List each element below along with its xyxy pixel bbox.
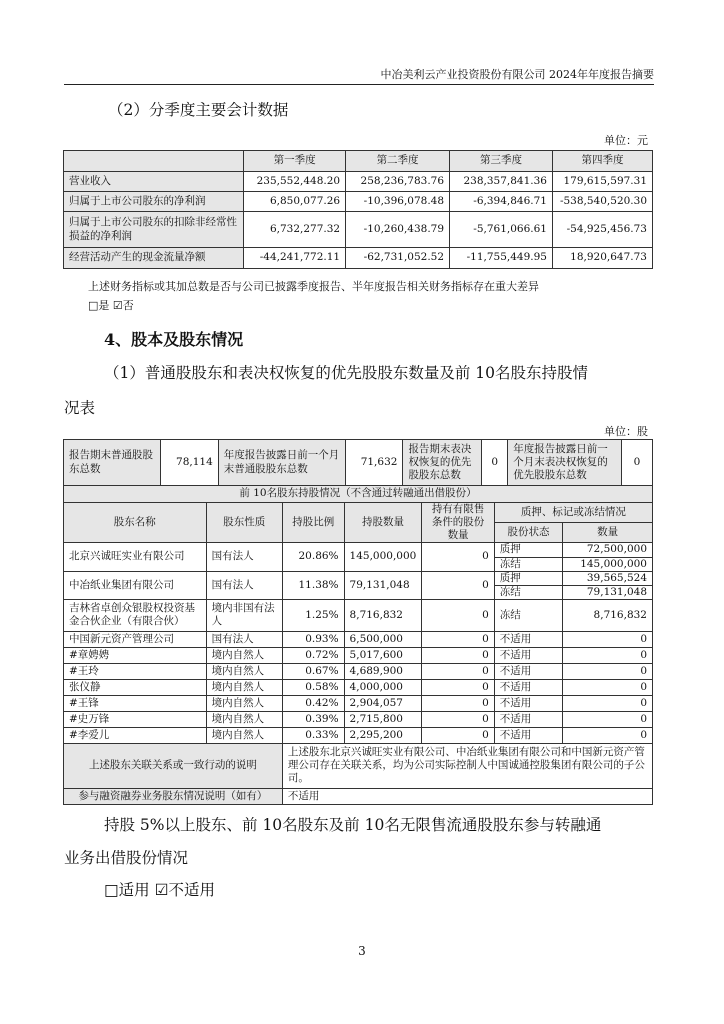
quarterly-cell: 258,236,783.76 — [346, 172, 450, 192]
holder-nature: 境内自然人 — [206, 663, 282, 679]
top10-holders-table — [63, 485, 653, 805]
holder-qty: 2,904,057 — [344, 695, 422, 711]
quarterly-cell: -10,260,438.79 — [346, 212, 450, 248]
holder-name: 吉林省卓创众银股权投资基金合伙企业（有限合伙） — [64, 599, 207, 631]
holder-nature: 境内自然人 — [206, 679, 282, 695]
holder-name: #章娉娉 — [64, 647, 207, 663]
page-number: 3 — [358, 944, 366, 958]
count-value-common: 78,114 — [160, 440, 218, 486]
holder-restricted: 0 — [422, 543, 494, 571]
relation-label: 上述股东关联关系或一致行动的说明 — [64, 743, 283, 788]
quarterly-cell: 6,850,077.26 — [244, 192, 346, 212]
holder-qty: 2,295,200 — [344, 727, 422, 743]
quarterly-cell: -11,755,449.95 — [450, 248, 553, 269]
margin-text: 不适用 — [282, 788, 652, 804]
table-row — [64, 695, 653, 711]
top10-title-row — [64, 486, 653, 503]
table-row — [64, 631, 653, 647]
count-label-preferred-prior-month: 年度报告披露日前一个月末表决权恢复的优先股股东总数 — [508, 440, 622, 486]
quarterly-cell: -5,761,066.61 — [450, 212, 553, 248]
holder-qty: 6,500,000 — [344, 631, 422, 647]
holder-qty: 5,017,600 — [344, 647, 422, 663]
shareholder-count-row — [64, 440, 653, 486]
col-restricted-shares: 持有有限售条件的股份数量 — [422, 503, 494, 543]
holder-status: 不适用 — [494, 727, 563, 743]
unit-label-shares: 单位：股 — [604, 425, 648, 438]
holder-name: 中冶纸业集团有限公司 — [64, 571, 207, 599]
holder-restricted: 0 — [422, 679, 494, 695]
quarterly-row — [64, 212, 653, 248]
holder-status: 不适用 — [494, 711, 563, 727]
holder-status: 不适用 — [494, 679, 563, 695]
quarterly-row-label: 归属于上市公司股东的净利润 — [64, 192, 244, 212]
table-row — [64, 647, 653, 663]
quarterly-header-row — [64, 151, 653, 172]
holder-ratio: 0.93% — [282, 631, 344, 647]
holder-nature: 国有法人 — [206, 543, 282, 571]
holder-status: 冻结 — [494, 599, 563, 631]
holder-status: 不适用 — [494, 663, 563, 679]
holder-nature: 境内自然人 — [206, 647, 282, 663]
holder-nature: 国有法人 — [206, 571, 282, 599]
holder-qty: 4,000,000 — [344, 679, 422, 695]
quarterly-row — [64, 248, 653, 269]
holder-nature: 境内自然人 — [206, 727, 282, 743]
count-label-common-prior-month: 年度报告披露日前一个月末普通股股东总数 — [218, 440, 346, 486]
quarterly-header-q1: 第一季度 — [244, 151, 346, 172]
holder-amount: 0 — [563, 631, 653, 647]
quarterly-cell: 235,552,448.20 — [244, 172, 346, 192]
holder-amount: 39,565,524 — [563, 571, 653, 585]
shareholder-count-table — [63, 439, 653, 486]
table-row — [64, 679, 653, 695]
unit-label-yuan: 单位：元 — [604, 134, 648, 147]
running-header: 中冶美利云产业投资股份有限公司 2024年年度报告摘要 — [380, 68, 654, 81]
lending-choice: □适用 ☑不适用 — [104, 881, 215, 899]
table-row — [64, 571, 653, 585]
holder-qty: 4,689,900 — [344, 663, 422, 679]
holder-name: 北京兴诚旺实业有限公司 — [64, 543, 207, 571]
holder-amount: 79,131,048 — [563, 585, 653, 599]
col-pledge-freeze: 质押、标记或冻结情况 — [494, 503, 652, 523]
holder-name: #史万锋 — [64, 711, 207, 727]
holder-amount: 72,500,000 — [563, 543, 653, 557]
quarterly-cell: -62,731,052.52 — [346, 248, 450, 269]
margin-row — [64, 788, 653, 804]
relation-row — [64, 743, 653, 788]
section-title-quarterly: （2）分季度主要会计数据 — [108, 101, 289, 119]
holder-status: 冻结 — [494, 585, 563, 599]
quarterly-cell: -538,540,520.30 — [552, 192, 652, 212]
holder-ratio: 0.39% — [282, 711, 344, 727]
quarterly-row-label: 营业收入 — [64, 172, 244, 192]
holder-status: 质押 — [494, 571, 563, 585]
holder-name: 中国新元资产管理公司 — [64, 631, 207, 647]
top10-header-row — [64, 503, 653, 523]
header-rule — [64, 84, 654, 85]
count-value-preferred: 0 — [482, 440, 508, 486]
table-row — [64, 599, 653, 631]
holder-status: 冻结 — [494, 557, 563, 571]
holder-amount: 0 — [563, 695, 653, 711]
lending-line2: 业务出借股份情况 — [64, 849, 189, 867]
holder-qty: 145,000,000 — [344, 543, 422, 571]
col-holding-ratio: 持股比例 — [282, 503, 344, 543]
section-title-shareholders: 4、股本及股东情况 — [104, 330, 244, 349]
quarterly-header-q3: 第三季度 — [450, 151, 553, 172]
quarterly-header-blank — [64, 151, 244, 172]
count-label-common: 报告期末普通股股东总数 — [64, 440, 161, 486]
quarterly-row-label: 归属于上市公司股东的扣除非经常性损益的净利润 — [64, 212, 244, 248]
table-row — [64, 711, 653, 727]
holder-ratio: 0.33% — [282, 727, 344, 743]
holder-ratio: 0.58% — [282, 679, 344, 695]
col-share-amount: 数量 — [563, 523, 653, 543]
holder-nature: 国有法人 — [206, 631, 282, 647]
holder-name: #王锋 — [64, 695, 207, 711]
holder-amount: 0 — [563, 711, 653, 727]
quarterly-cell: 238,357,841.36 — [450, 172, 553, 192]
count-value-preferred-prior-month: 0 — [622, 440, 653, 486]
holder-amount: 0 — [563, 647, 653, 663]
holder-qty: 79,131,048 — [344, 571, 422, 599]
holder-restricted: 0 — [422, 631, 494, 647]
holder-restricted: 0 — [422, 695, 494, 711]
col-share-status: 股份状态 — [494, 523, 563, 543]
holder-nature: 境内自然人 — [206, 695, 282, 711]
holder-status: 不适用 — [494, 631, 563, 647]
quarterly-cell: 18,920,647.73 — [552, 248, 652, 269]
holder-restricted: 0 — [422, 571, 494, 599]
col-holder-nature: 股东性质 — [206, 503, 282, 543]
holder-name: #李爱儿 — [64, 727, 207, 743]
variance-note: 上述财务指标或其加总数是否与公司已披露季度报告、半年度报告相关财务指标存在重大差异 — [88, 280, 539, 293]
subsection-title-line2: 况表 — [64, 399, 96, 417]
count-value-common-prior-month: 71,632 — [346, 440, 403, 486]
quarterly-cell: -6,394,846.71 — [450, 192, 553, 212]
holder-status: 不适用 — [494, 695, 563, 711]
holder-amount: 145,000,000 — [563, 557, 653, 571]
margin-label: 参与融资融券业务股东情况说明（如有） — [64, 788, 283, 804]
quarterly-table — [63, 150, 653, 269]
lending-line1: 持股 5%以上股东、前 10名股东及前 10名无限售流通股股东参与转融通 — [104, 816, 602, 834]
holder-ratio: 0.42% — [282, 695, 344, 711]
holder-name: #王玲 — [64, 663, 207, 679]
col-holder-name: 股东名称 — [64, 503, 207, 543]
quarterly-cell: -10,396,078.48 — [346, 192, 450, 212]
table-row — [64, 727, 653, 743]
variance-yes-no: □是 ☑否 — [88, 299, 134, 312]
holder-qty: 8,716,832 — [344, 599, 422, 631]
holder-ratio: 0.72% — [282, 647, 344, 663]
holder-status: 质押 — [494, 543, 563, 557]
quarterly-row — [64, 192, 653, 212]
holder-ratio: 11.38% — [282, 571, 344, 599]
col-holding-qty: 持股数量 — [344, 503, 422, 543]
holder-nature: 境内自然人 — [206, 711, 282, 727]
quarterly-row-label: 经营活动产生的现金流量净额 — [64, 248, 244, 269]
quarterly-cell: -54,925,456.73 — [552, 212, 652, 248]
holder-ratio: 1.25% — [282, 599, 344, 631]
quarterly-cell: 6,732,277.32 — [244, 212, 346, 248]
holder-status: 不适用 — [494, 647, 563, 663]
holder-restricted: 0 — [422, 663, 494, 679]
holder-ratio: 0.67% — [282, 663, 344, 679]
holder-restricted: 0 — [422, 599, 494, 631]
quarterly-header-q4: 第四季度 — [552, 151, 652, 172]
count-label-preferred: 报告期末表决权恢复的优先股股东总数 — [403, 440, 482, 486]
quarterly-row — [64, 172, 653, 192]
quarterly-header-q2: 第二季度 — [346, 151, 450, 172]
relation-text: 上述股东北京兴诚旺实业有限公司、中冶纸业集团有限公司和中国新元资产管理公司存在关联关系，均为公司实际控制人中国诚通控股集团有限公司的子公司。 — [282, 743, 652, 788]
quarterly-cell: 179,615,597.31 — [552, 172, 652, 192]
quarterly-cell: -44,241,772.11 — [244, 248, 346, 269]
table-row — [64, 663, 653, 679]
top10-title: 前 10名股东持股情况（不含通过转融通出借股份） — [64, 486, 653, 503]
holder-nature: 境内非国有法人 — [206, 599, 282, 631]
holder-qty: 2,715,800 — [344, 711, 422, 727]
holder-amount: 0 — [563, 679, 653, 695]
holder-name: 张仪静 — [64, 679, 207, 695]
holder-restricted: 0 — [422, 727, 494, 743]
holder-restricted: 0 — [422, 647, 494, 663]
holder-amount: 8,716,832 — [563, 599, 653, 631]
table-row — [64, 543, 653, 557]
holder-ratio: 20.86% — [282, 543, 344, 571]
subsection-title-line1: （1）普通股股东和表决权恢复的优先股股东数量及前 10名股东持股情 — [104, 364, 589, 382]
holder-restricted: 0 — [422, 711, 494, 727]
holder-amount: 0 — [563, 663, 653, 679]
holder-amount: 0 — [563, 727, 653, 743]
